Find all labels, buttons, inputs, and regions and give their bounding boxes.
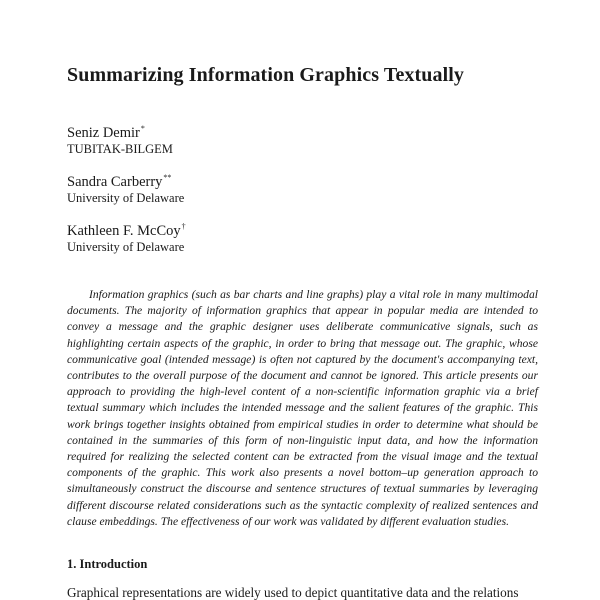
section-heading: 1. Introduction (67, 557, 148, 571)
author-footnote-mark: * (140, 124, 145, 133)
body-paragraph: Graphical representations are widely used to depict quantitative data and the relations (67, 585, 519, 600)
paper-title: Summarizing Information Graphics Textually (67, 64, 465, 86)
author-name: Seniz Demir* (67, 124, 145, 141)
author-affiliation: TUBITAK-BILGEM (67, 142, 173, 156)
author-block (67, 169, 184, 206)
author-affiliation: University of Delaware (67, 191, 185, 205)
author-footnote-mark: † (181, 222, 186, 231)
author-footnote-mark: ** (163, 173, 172, 182)
author-affiliation: University of Delaware (67, 240, 185, 254)
author-block (67, 218, 186, 255)
abstract-paragraph: Information graphics (such as bar charts and line graphs) play a vital role in many multimodal documents. The majority of information graphics that appear in popular media are intended to convey a message and the graphic designer uses deliberate communicative signals, such as highlighting certain aspects of the graphic, in order to bring that message out. The graphic, whose communicative goal (intended message) is often not captured by the document's accompanying text, contributes to the overall purpose of the document and cannot be ignored. This article presents our approach to providing the high-level content of a non-scientific information graphic via a brief textual summary which includes the intended message and the salient features of the graphic. This work brings together insights obtained from empirical studies in order to determine what should be contained in the summaries of this form of non-linguistic input data, and how the information required for realizing the selected content can be extracted from the visual image and the textual components of the graphic. This work also presents a novel bottom–up generation approach to simultaneously construct the discourse and sentence structures of textual summaries by leveraging different discourse related considerations such as the syntactic complexity of realized sentences and clause embeddings. The effectiveness of our work was validated by different evaluation studies. (67, 288, 538, 528)
author-name: Kathleen F. McCoy† (67, 222, 186, 239)
author-block (67, 120, 173, 157)
author-name: Sandra Carberry** (67, 173, 172, 190)
